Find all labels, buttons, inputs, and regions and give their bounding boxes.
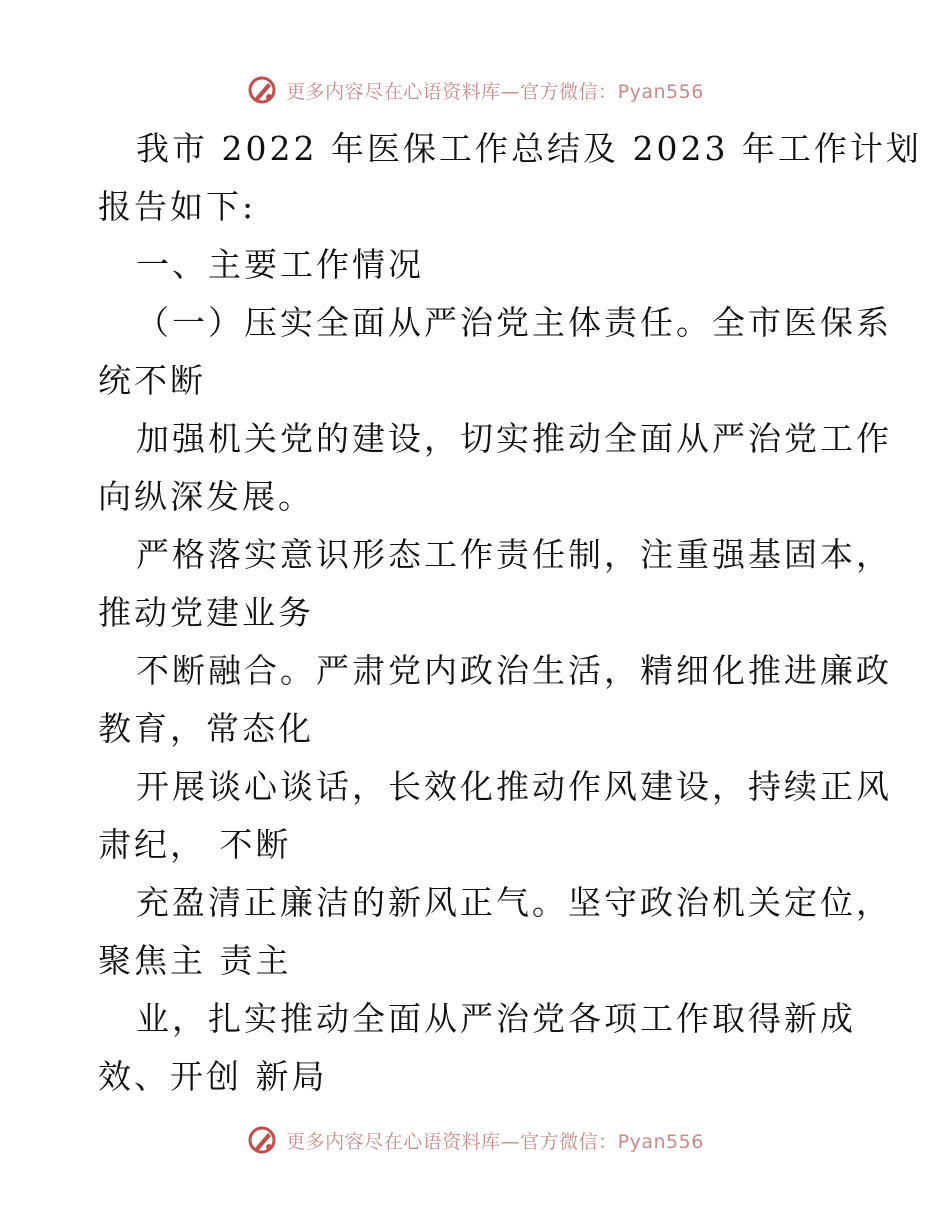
paragraph-line: 肃纪， 不断 — [98, 825, 292, 864]
watermark-text: 更多内容尽在心语资料库—官方微信：Pyan556 — [286, 80, 704, 103]
watermark-text: 更多内容尽在心语资料库—官方微信：Pyan556 — [286, 1130, 704, 1153]
paragraph-line: 效、开创 新局 — [98, 1057, 328, 1096]
watermark-header — [0, 72, 950, 108]
paragraph-line: 向纵深发展。 — [98, 477, 314, 516]
paragraph-line: 严格落实意识形态工作责任制，注重强基固本， — [136, 535, 892, 574]
paragraph-line: （一）压实全面从严治党主体责任。全市医保系 — [136, 303, 892, 342]
paragraph-line: 我市 2022 年医保工作总结及 2023 年工作计划 — [136, 129, 922, 168]
paragraph-line: 报告如下: — [98, 187, 257, 226]
pen-logo-icon — [246, 74, 278, 106]
paragraph-line: 聚焦主 责主 — [98, 941, 292, 980]
paragraph-line: 不断融合。严肃党内政治生活，精细化推进廉政 — [136, 651, 892, 690]
document-body — [98, 120, 922, 1106]
paragraph-line: 开展谈心谈话，长效化推动作风建设，持续正风 — [136, 767, 892, 806]
paragraph-line: 统不断 — [98, 361, 206, 400]
paragraph-line: 教育，常态化 — [98, 709, 314, 748]
paragraph-line: 加强机关党的建设，切实推动全面从严治党工作 — [136, 419, 892, 458]
paragraph-line: 业，扎实推动全面从严治党各项工作取得新成 — [136, 999, 856, 1038]
section-heading: 一、主要工作情况 — [136, 245, 424, 284]
paragraph-line: 充盈清正廉洁的新风正气。坚守政治机关定位， — [136, 883, 892, 922]
pen-logo-icon — [246, 1124, 278, 1156]
watermark-footer — [0, 1122, 950, 1158]
paragraph-line: 推动党建业务 — [98, 593, 314, 632]
